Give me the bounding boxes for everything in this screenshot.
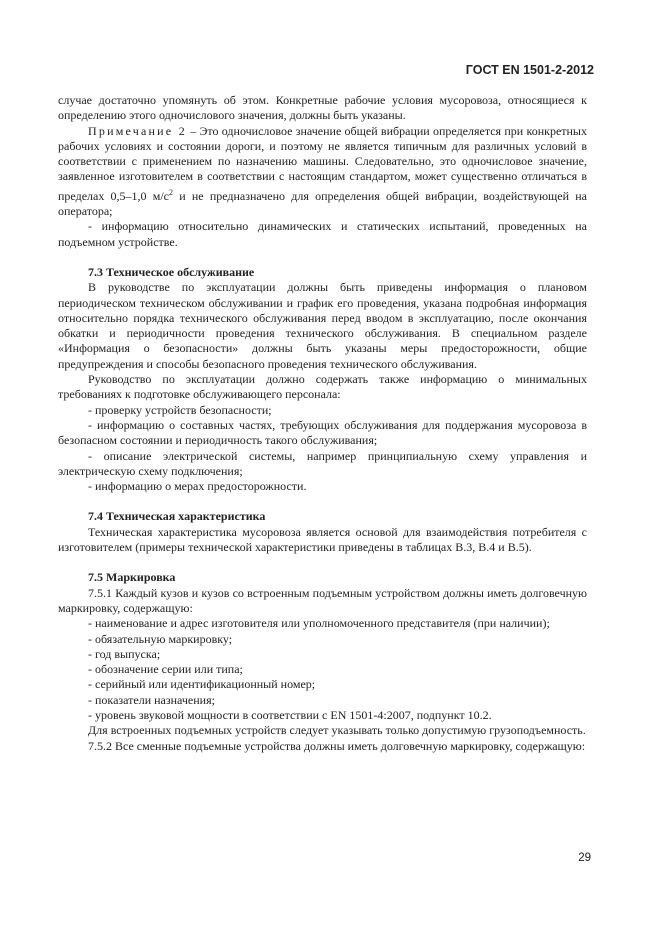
paragraph: Руководство по эксплуатации должно содержать также информацию о минимальных требованиях к подготовке обслуживающего персонала: (58, 372, 587, 402)
list-item: - описание электрической системы, например принципиальную схему управления и электрическую схему подключения; (58, 448, 587, 478)
paragraph: 7.5.1 Каждый кузов и кузов со встроенным подъемным устройством должны иметь долговечную маркировку, содержащую: (58, 585, 587, 615)
note-text: – Это одночисловое значение общей вибрации определяется при конкретных рабочих условиях и состоянии дороги, и поэтому не является типичным для различных условий в соответствии с применением по назначению машины. Следовательно, это одночисловое значение, заявленное изготовителем в соответствии с настоящим стандартом, может существенно отличаться в пределах 0,5–1,0 м/с (58, 123, 587, 203)
list-item: - уровень звуковой мощности в соответствии с EN 1501-4:2007, подпункт 10.2. (88, 707, 492, 722)
page-number: 29 (578, 852, 591, 864)
list-item: - проверку устройств безопасности; (88, 402, 272, 417)
list-item: - информацию относительно динамических и статических испытаний, проведенных на подъемном устройстве. (58, 219, 587, 249)
note-superscript: 2 (169, 187, 174, 197)
list-item: - информацию о мерах предосторожности. (88, 479, 307, 494)
document-body (58, 93, 587, 754)
list-item: - показатели назначения; (88, 692, 215, 707)
section-heading-7-3: 7.3 Техническое обслуживание (88, 264, 255, 279)
paragraph: Для встроенных подъемных устройств следует указывать только допустимую грузоподъемность. (88, 723, 586, 738)
list-item: - наименование и адрес изготовителя или уполномоченного представителя (при наличии); (88, 616, 550, 631)
list-item: - обозначение серии или типа; (88, 662, 243, 677)
paragraph: 7.5.2 Все сменные подъемные устройства должны иметь долговечную маркировку, содержащую: (88, 738, 586, 753)
paragraph: В руководстве по эксплуатации должны быть приведены информация о плановом периодическом техническом обслуживании и график его проведения, указана подробная информация относительно порядка технического обслуживания перед вводом в эксплуатацию, после окончания обкатки и периодичности проведения технического обслуживания. В специальном разделе «Информация о безопасности» должны быть указаны меры предосторожности, общие предупреждения и способы безопасного проведения технического обслуживания. (58, 280, 587, 371)
note-text-end: и не предназначено для определения общей вибрации, воздействующей на оператора; (58, 188, 587, 219)
section-heading-7-4: 7.4 Техническая характеристика (88, 509, 266, 524)
section-heading-7-5: 7.5 Маркировка (88, 570, 176, 585)
list-item: - год выпуска; (88, 646, 161, 661)
list-item: - обязательную маркировку; (88, 631, 233, 646)
list-item: - серийный или идентификационный номер; (88, 677, 316, 692)
paragraph: Техническая характеристика мусоровоза является основой для взаимодействия потребителя с изготовителем (примеры технической характеристики приведены в таблицах В.3, В.4 и В.5). (58, 524, 587, 555)
list-item: - информацию о составных частях, требующих обслуживания для поддержания мусоровоза в безопасном состоянии и периодичность такого обслуживания; (58, 417, 587, 448)
paragraph: случае достаточно упомянуть об этом. Конкретные рабочие условия мусоровоза, относящиеся к определению этого одночислового значения, должны быть указаны. (58, 93, 587, 123)
note-2 (58, 124, 587, 220)
note-label: Примечание 2 (88, 123, 187, 138)
document-id-header: ГОСТ EN 1501-2-2012 (465, 63, 594, 77)
